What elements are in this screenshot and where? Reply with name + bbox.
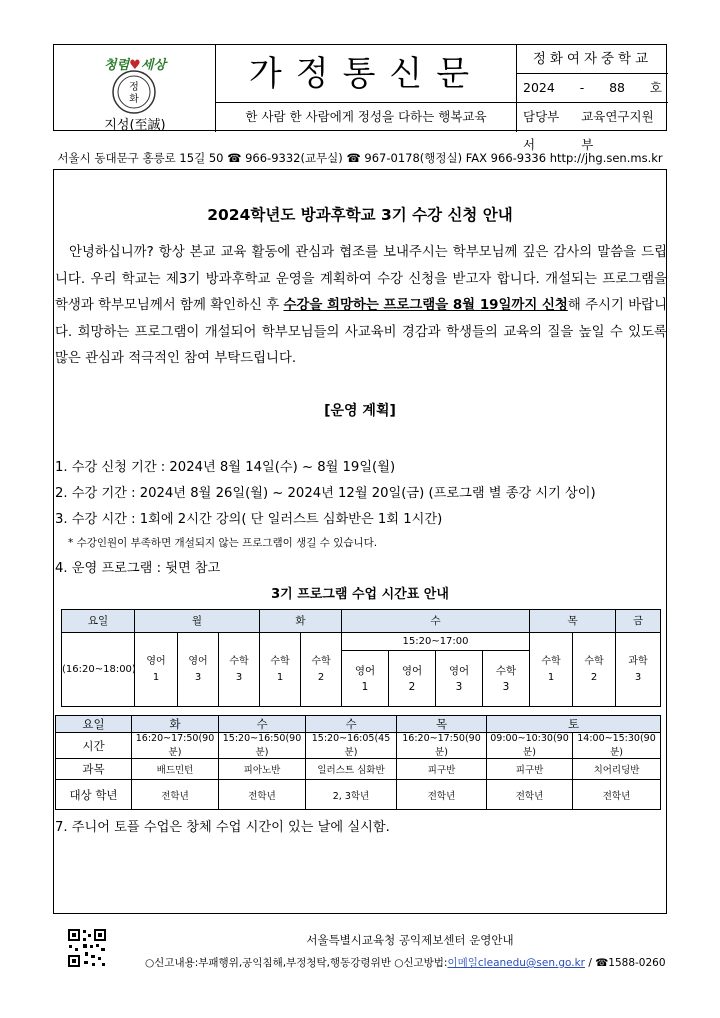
whistleblower-info: ○신고내용:부패행위,공익침해,부정청탁,행동강령위반 ○신고방법:이메일cleanedu@sen.go.kr / ☎1588-0260 xyxy=(145,957,666,969)
timetable-title: 3기 프로그램 수업 시간표 안내 xyxy=(271,587,449,602)
col-header: 수 xyxy=(342,610,530,633)
col-header: 목 xyxy=(530,610,616,633)
col-header: 수 xyxy=(306,716,397,733)
class-cell: 수학 3 xyxy=(483,651,530,707)
grade-cell: 전학년 xyxy=(219,780,306,810)
subject-cell: 피구반 xyxy=(487,759,573,780)
col-header: 요일 xyxy=(62,610,135,633)
letter-title: 가정통신문 xyxy=(216,45,517,103)
col-header: 요일 xyxy=(56,716,132,733)
class-cell: 영어 3 xyxy=(178,633,219,707)
col-header: 목 xyxy=(397,716,487,733)
grade-cell: 전학년 xyxy=(573,780,661,810)
school-name: 정화여자중학교 xyxy=(517,45,668,74)
plan-item: 7. 주니어 토플 수업은 창체 수업 시간이 있는 날에 실시함. xyxy=(55,820,390,835)
document-title: 2024학년도 방과후학교 3기 수강 신청 안내 xyxy=(207,206,513,224)
subject-cell: 치어리딩반 xyxy=(573,759,661,780)
weekday-timetable xyxy=(61,609,661,707)
subject-cell: 배드민턴 xyxy=(132,759,219,780)
col-header: 토 xyxy=(487,716,661,733)
school-motto: 지성(至誠) xyxy=(104,118,166,133)
plan-item: 1. 수강 신청 기간 : 2024년 8월 14일(수) ~ 8월 19일(월) xyxy=(55,460,396,475)
school-address: 서울시 동대문구 홍릉로 15길 50 ☎ 966-9332(교무실) ☎ 967-0178(행정실) FAX 966-9336 http://jhg.sen.ms.kr xyxy=(57,151,663,165)
row-label: 시간 xyxy=(56,733,132,759)
class-cell: 영어 1 xyxy=(342,651,389,707)
time-cell: 09:00~10:30(90분) xyxy=(487,733,573,759)
letter-header xyxy=(53,44,667,152)
row-label: 대상 학년 xyxy=(56,780,132,810)
school-logo-block xyxy=(54,45,216,132)
col-header: 화 xyxy=(132,716,219,733)
time-cell: 16:20~17:50(90분) xyxy=(397,733,487,759)
col-header: 수 xyxy=(219,716,306,733)
integrity-slogan: 청렴♥세상 xyxy=(104,58,166,73)
seal-char-2: 화 xyxy=(129,94,139,105)
letter-tagline: 한 사람 한 사람에게 정성을 다하는 행복교육 xyxy=(216,103,517,132)
wed-time-cell: 15:20~17:00 xyxy=(342,633,530,651)
time-cell: (16:20~18:00) xyxy=(62,633,135,707)
plan-item: 3. 수강 시간 : 1회에 2시간 강의( 단 일러스트 심화반은 1회 1시간) xyxy=(55,512,443,527)
time-cell: 14:00~15:30(90분) xyxy=(573,733,661,759)
subject-cell: 피구반 xyxy=(397,759,487,780)
col-header: 월 xyxy=(135,610,260,633)
report-email-link[interactable]: 이메일cleanedu@sen.go.kr xyxy=(447,957,585,969)
col-header: 금 xyxy=(616,610,661,633)
issue-number: 2024 - 88 호 xyxy=(517,74,668,103)
time-cell: 15:20~16:50(90분) xyxy=(219,733,306,759)
grade-cell: 2, 3학년 xyxy=(306,780,397,810)
class-cell: 수학 2 xyxy=(573,633,616,707)
row-label: 과목 xyxy=(56,759,132,780)
department: 담당부서 교육연구지원부 xyxy=(523,109,654,152)
time-cell: 15:20~16:05(45분) xyxy=(306,733,397,759)
deadline-emphasis: 수강을 희망하는 프로그램을 8월 19일까지 신청 xyxy=(283,298,568,313)
class-cell: 수학 2 xyxy=(301,633,342,707)
plan-heading: [운영 계획] xyxy=(324,403,396,419)
subject-cell: 일러스트 심화반 xyxy=(306,759,397,780)
seal-char-1: 정 xyxy=(129,82,139,93)
col-header: 화 xyxy=(260,610,342,633)
class-cell: 영어 2 xyxy=(389,651,436,707)
class-cell: 수학 1 xyxy=(530,633,573,707)
class-cell: 영어 1 xyxy=(135,633,178,707)
time-cell: 16:20~17:50(90분) xyxy=(132,733,219,759)
grade-cell: 전학년 xyxy=(487,780,573,810)
subject-cell: 피아노반 xyxy=(219,759,306,780)
school-seal-icon xyxy=(111,69,157,115)
class-cell: 과학 3 xyxy=(616,633,661,707)
qr-code-icon[interactable] xyxy=(67,928,107,968)
grade-cell: 전학년 xyxy=(132,780,219,810)
whistleblower-center-title: 서울특별시교육청 공익제보센터 운영안내 xyxy=(306,933,514,947)
letter-meta xyxy=(517,45,668,152)
plan-item: 4. 운영 프로그램 : 뒷면 참고 xyxy=(55,561,221,576)
plan-item: 2. 수강 기간 : 2024년 8월 26일(월) ~ 2024년 12월 20일(금) (프로그램 별 종강 시기 상이) xyxy=(55,486,596,501)
intro-paragraph: 안녕하십니까? 항상 본교 교육 활동에 관심과 협조를 보내주시는 학부모님께 깊은 감사의 말씀을 드립니다. 우리 학교는 제3기 방과후학교 운영을 계획하여 수강 신청을 받고자 합니다. 개설되는 프로그램을 학생과 학부모님께서 함께 확인하신 후 수강을 희망하는 프로그램을 8월 19일까지 신청해 주시기 바랍니다. 희망하는 프로그램이 개설되어 학부모님들의 사교육비 경감과 학생들의 교육의 질을 높일 수 있도록 많은 관심과 적극적인 참여 부탁드립니다. xyxy=(55,245,667,366)
class-cell: 영어 3 xyxy=(436,651,483,707)
plan-note: * 수강인원이 부족하면 개설되지 않는 프로그램이 생길 수 있습니다. xyxy=(68,537,378,549)
class-cell: 수학 3 xyxy=(219,633,260,707)
activity-timetable xyxy=(55,715,661,810)
class-cell: 수학 1 xyxy=(260,633,301,707)
grade-cell: 전학년 xyxy=(397,780,487,810)
